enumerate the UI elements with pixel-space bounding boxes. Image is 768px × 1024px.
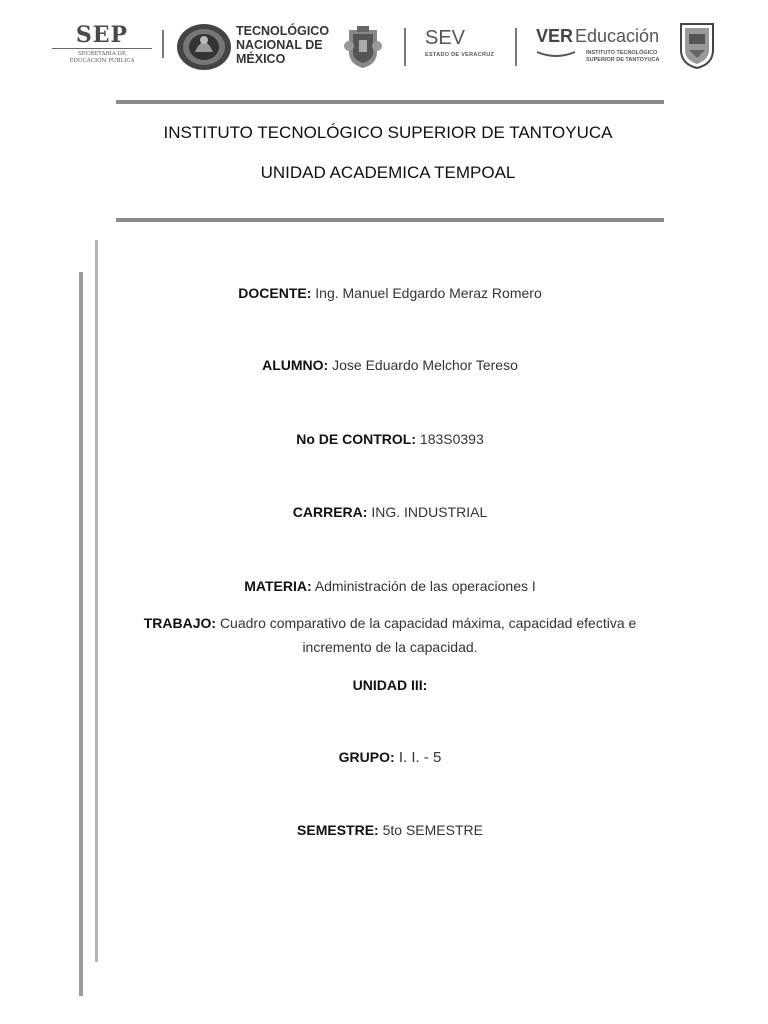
trabajo-label: TRABAJO:: [143, 615, 217, 631]
logo-divider: [162, 30, 164, 58]
coat-of-arms-icon: [175, 22, 233, 72]
title-top-rule: [116, 100, 664, 104]
carrera-field: [80, 500, 700, 524]
trabajo-field: [110, 611, 670, 659]
grupo-label: GRUPO:: [338, 749, 395, 765]
veracruz-emblem-icon: [343, 22, 383, 70]
docente-label: DOCENTE:: [238, 285, 312, 301]
sep-logo-sub2: EDUCACIÓN PÚBLICA: [69, 58, 135, 64]
trabajo-value-line1: Cuadro comparativo de la capacidad máxima, capacidad efectiva e: [219, 615, 637, 631]
alumno-label: ALUMNO:: [262, 357, 329, 373]
tecnm-logo-text: TECNOLÓGICO NACIONAL DE MÉXICO: [236, 24, 330, 66]
unidad-field: [80, 673, 700, 697]
docente-field: [80, 281, 700, 305]
control-field: [80, 427, 700, 451]
decorative-vertical-line: [79, 272, 83, 996]
sep-logo-word: SEP: [75, 22, 129, 48]
grupo-field: [80, 745, 700, 770]
educacion-logo-word: Educación: [575, 26, 660, 46]
unidad-label: UNIDAD III:: [352, 677, 428, 693]
materia-label: MATERIA:: [244, 578, 312, 594]
header-logos: [0, 0, 768, 90]
control-value: 183S0393: [419, 431, 484, 447]
institute-title: INSTITUTO TECNOLÓGICO SUPERIOR DE TANTOYUCA: [163, 123, 613, 142]
ver-educacion-logo: VER Educación INSTITUTO TECNOLÓGICO SUPERIOR DE TANTOYUCA: [536, 26, 660, 63]
ver-logo-word: VER: [536, 26, 574, 46]
grupo-value: I. I. - 5: [398, 749, 442, 766]
trabajo-value-line2: incremento de la capacidad.: [302, 639, 478, 655]
control-label: No DE CONTROL:: [296, 431, 417, 447]
institute-shield-icon: [677, 20, 717, 70]
docente-value: Ing. Manuel Edgardo Meraz Romero: [315, 285, 542, 301]
semestre-value: 5to SEMESTRE: [382, 822, 483, 838]
title-bottom-rule: [116, 218, 664, 222]
logo-divider: [515, 28, 517, 66]
semestre-field: [80, 818, 700, 842]
decorative-vertical-line: [95, 240, 98, 962]
swoosh-icon: [536, 50, 576, 58]
materia-field: [80, 574, 700, 598]
logo-divider: [404, 28, 406, 66]
sep-logo: [52, 24, 152, 64]
alumno-field: [80, 353, 700, 377]
semestre-label: SEMESTRE:: [297, 822, 379, 838]
carrera-value: ING. INDUSTRIAL: [371, 504, 488, 520]
unit-title: UNIDAD ACADEMICA TEMPOAL: [260, 163, 516, 182]
sep-logo-sub1: SECRETARÍA DE: [78, 51, 126, 57]
alumno-value: Jose Eduardo Melchor Tereso: [332, 357, 518, 373]
sev-logo: SEV ESTADO DE VERACRUZ: [425, 27, 495, 58]
materia-value: Administración de las operaciones I: [314, 578, 536, 594]
carrera-label: CARRERA:: [292, 504, 368, 520]
